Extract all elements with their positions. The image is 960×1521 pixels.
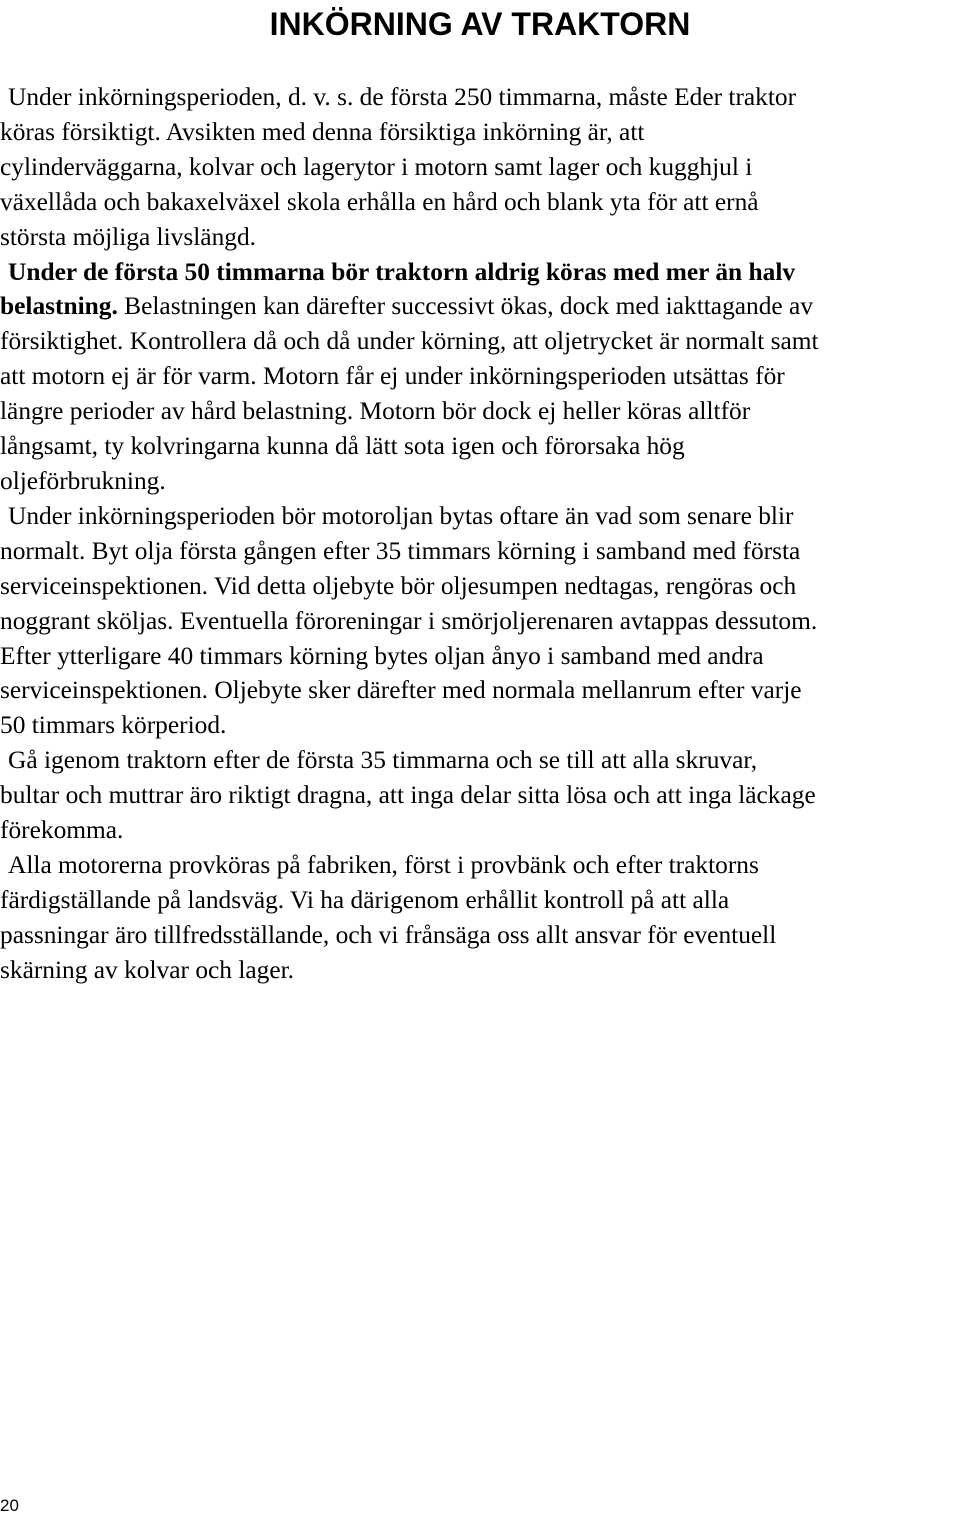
text-line: försiktighet. Kontrollera då och då under körning, att oljetrycket är normalt samt — [0, 327, 819, 356]
text-line: största möjliga livslängd. — [0, 222, 257, 251]
text-line: noggrant sköljas. Eventuella föroreningar i smörjoljerenaren avtappas dessutom. — [0, 606, 818, 635]
bold-text-line: Under de första 50 timmarna bör traktorn aldrig köras med mer än halv — [8, 257, 796, 286]
page-title: INKÖRNING AV TRAKTORN — [269, 6, 691, 42]
text-line: Belastningen kan därefter successivt ökas, dock med iakttagande av — [117, 292, 814, 321]
text-line: cylinderväggarna, kolvar och lagerytor i motorn samt lager och kugghjul i — [0, 152, 753, 181]
mixed-text-line — [0, 289, 960, 324]
text-line: 50 timmars körperiod. — [0, 711, 227, 740]
text-line: Alla motorerna provköras på fabriken, först i provbänk och efter traktorns — [8, 850, 759, 879]
text-line: längre perioder av hård belastning. Motorn bör dock ej heller köras alltför — [0, 397, 751, 426]
document-body — [0, 80, 960, 988]
text-line: att motorn ej är för varm. Motorn får ej under inkörningsperioden utsättas för — [0, 362, 785, 391]
text-line: Gå igenom traktorn efter de första 35 timmarna och se till att alla skruvar, — [8, 746, 758, 775]
page-number: 20 — [0, 1496, 19, 1515]
text-line: Under inkörningsperioden bör motoroljan bytas oftare än vad som senare blir — [8, 501, 794, 530]
text-line: normalt. Byt olja första gången efter 35 timmars körning i samband med första — [0, 536, 801, 565]
text-line: köras försiktigt. Avsikten med denna försiktiga inkörning är, att — [0, 117, 645, 146]
text-line: färdigställande på landsväg. Vi ha därigenom erhållit kontroll på att alla — [0, 885, 730, 914]
text-line: passningar äro tillfredsställande, och vi frånsäga oss allt ansvar för eventuell — [0, 920, 777, 949]
bold-text: belastning. — [0, 292, 118, 321]
text-line: Under inkörningsperioden, d. v. s. de första 250 timmarna, måste Eder traktor — [8, 83, 797, 111]
text-line: skärning av kolvar och lager. — [0, 955, 295, 984]
text-line: långsamt, ty kolvringarna kunna då lätt sota igen och förorsaka hög — [0, 432, 685, 461]
text-line: serviceinspektionen. Vid detta oljebyte bör oljesumpen nedtagas, rengöras och — [0, 571, 797, 600]
text-line: bultar och muttrar äro riktigt dragna, att inga delar sitta lösa och att inga läckage — [0, 781, 816, 810]
text-line: serviceinspektionen. Oljebyte sker därefter med normala mellanrum efter varje — [0, 676, 802, 705]
text-line: Efter ytterligare 40 timmars körning bytes oljan ånyo i samband med andra — [0, 641, 764, 670]
text-line: växellåda och bakaxelväxel skola erhålla en hård och blank yta för att ernå — [0, 187, 759, 216]
text-line: oljeförbrukning. — [0, 466, 166, 495]
text-line: förekomma. — [0, 816, 124, 845]
